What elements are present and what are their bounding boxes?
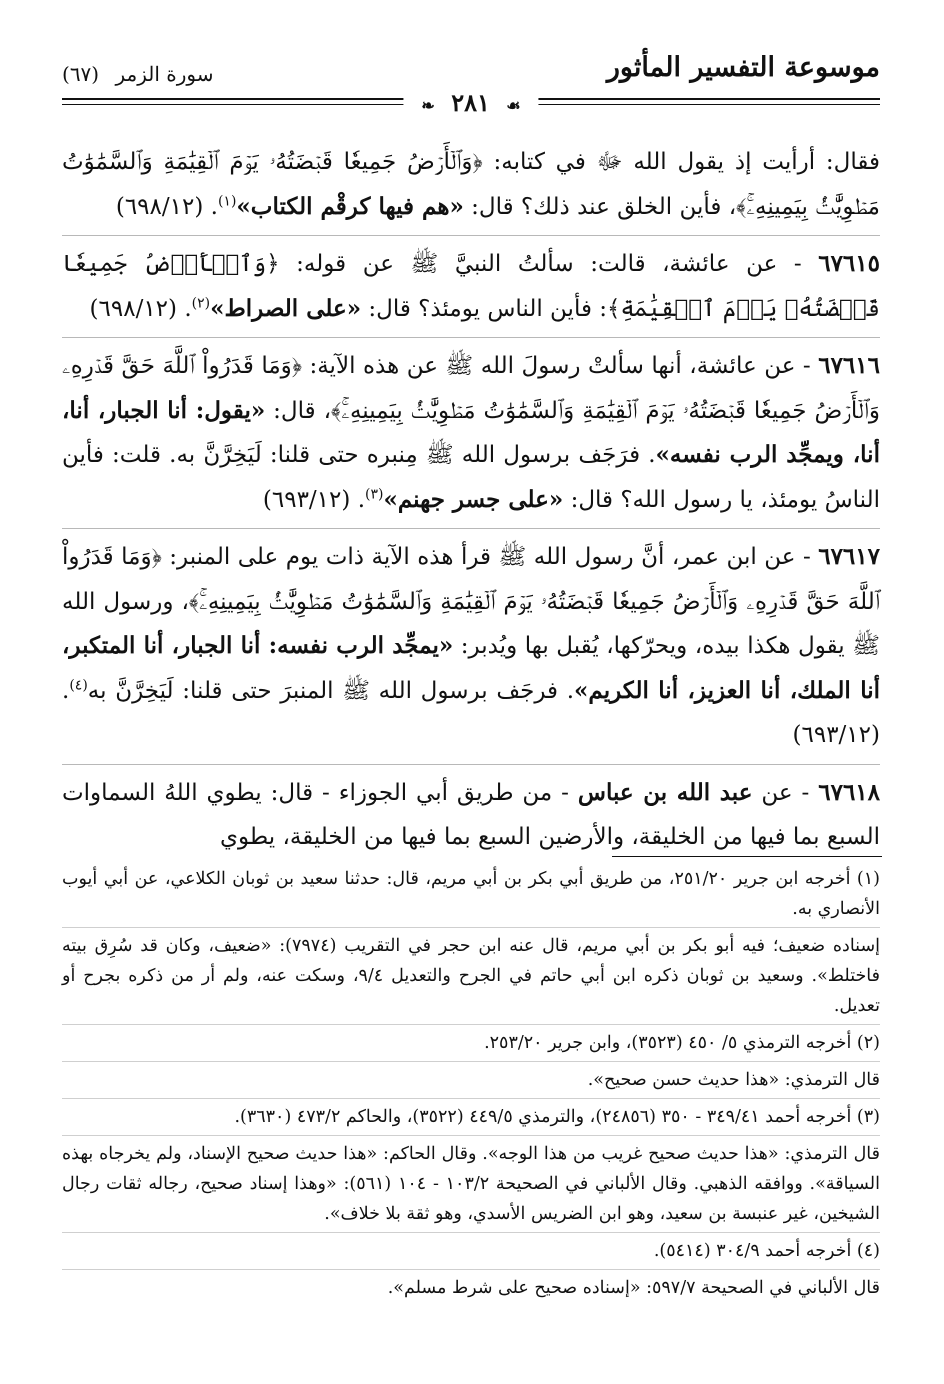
main-text xyxy=(62,140,880,872)
narrator-name: عبد الله بن عباس xyxy=(577,778,753,806)
ornament-left-icon: ❧ xyxy=(421,96,435,115)
footnote-ref: (٣) xyxy=(365,485,384,502)
hadith-number: ٦٧٦١٨ xyxy=(818,778,881,806)
quran-verse: ﴿وَٱلۡأَرۡضُ جَمِيعٗا قَبۡضَتُهُۥ يَوۡمَ ٱلۡقِيَٰمَةِ﴾ xyxy=(62,251,880,322)
hadith-entry xyxy=(62,344,880,529)
footnote: (١) أخرجه ابن جرير ٢٥١/٢٠، من طريق أبي بكر بن أبي مريم، قال: حدثنا سعيد بن ثوبان الكلاعي، عن أبي أيوب الأنصاري به. xyxy=(62,864,880,928)
prophetic-saying: «على الصراط» xyxy=(210,294,362,322)
hadith-number: ٦٧٦١٧ xyxy=(818,543,880,570)
page-header xyxy=(62,52,880,122)
quran-verse: ﴿وَٱلۡأَرۡضُ جَمِيعٗا قَبۡضَتُهُۥ يَوۡمَ ٱلۡقِيَٰمَةِ وَٱلسَّمَٰوَٰتُ مَطۡوِيَّٰتُۢ بِيَمِينِهِۦۚ﴾ xyxy=(62,149,880,220)
surah-name: سورة الزمر xyxy=(115,62,214,86)
footnote-ref: (٤) xyxy=(69,676,88,693)
hadith-number: ٦٧٦١٥ xyxy=(818,250,880,277)
text-span: - عن xyxy=(752,779,819,806)
prophetic-saying: «يقول: أنا الجبار، أنا، أنا، ويمجِّد الرب نفسه» xyxy=(62,396,880,468)
volume-ref: . (٦٩٣/١٢) xyxy=(62,677,880,748)
hadith-entry xyxy=(62,242,880,338)
footnote: قال الترمذي: «هذا حديث حسن صحيح». xyxy=(62,1065,880,1099)
text-span: - عن ابن عمر، أنَّ رسول الله ﷺ قرأ هذه الآية ذات يوم على المنبر: xyxy=(161,544,819,570)
hadith-entry xyxy=(62,535,880,765)
text-span: ، فأين الخلق عند ذلك؟ قال: xyxy=(463,193,737,220)
footnote-separator xyxy=(612,856,882,857)
footnote: (٤) أخرجه أحمد ٣٠٤/٩ (٥٤١٤). xyxy=(62,1236,880,1270)
prophetic-saying: «هم فيها كرقْم الكتاب» xyxy=(236,192,464,220)
hadith-entry xyxy=(62,771,880,866)
footnote: قال الألباني في الصحيحة ٥٩٧/٧: «إسناده صحيح على شرط مسلم». xyxy=(387,1278,880,1298)
page-number-box xyxy=(403,88,538,117)
prophetic-saying: «على جسر جهنم» xyxy=(383,485,564,513)
text-span: فقال: أرأيت إذ يقول الله ﷻ في كتابه: xyxy=(482,149,881,175)
text-span: - عن عائشة، قالت: سألتُ النبيَّ ﷺ عن قوله: xyxy=(279,251,819,277)
ornament-right-icon: ☙ xyxy=(506,96,521,115)
volume-ref: . (٦٩٨/١٢) xyxy=(115,193,218,220)
footnotes xyxy=(62,864,880,1309)
volume-ref: . (٦٩٨/١٢) xyxy=(89,295,192,322)
text-span: ، ورسول الله ﷺ يقول هكذا بيده، ويحرّكها، يُقبل بها ويُدبر: xyxy=(62,588,880,659)
text-span: . فرَجَف برسول الله ﷺ مِنبره حتى قلنا: لَيَخِرَّنَّ به. قلت: فأين الناسُ يومئذ، يا رسول الله؟ قال: xyxy=(62,442,880,513)
book-title: موسوعة التفسير المأثور xyxy=(606,52,880,83)
prophetic-saying: «يمجِّد الرب نفسه: أنا الجبار، أنا المتكبر، أنا الملك، أنا العزيز، أنا الكريم» xyxy=(62,632,881,704)
quran-verse: ﴿وَمَا قَدَرُواْ ٱللَّهَ حَقَّ قَدۡرِهِۦ وَٱلۡأَرۡضُ جَمِيعٗا قَبۡضَتُهُۥ يَوۡمَ ٱلۡقِيَٰمَةِ وَٱلسَّمَٰوَٰتُ مَطۡوِيَّٰتُۢ بِيَمِينِهِۦۚ﴾ xyxy=(62,353,880,424)
surah-page-number: (٦٧) xyxy=(62,62,100,86)
surah-label xyxy=(62,62,214,86)
text-span: - عن عائشة، أنها سألتْ رسولَ الله ﷺ عن هذه الآية: xyxy=(301,353,819,379)
footnote: قال الترمذي: «هذا حديث صحيح غريب من هذا الوجه». وقال الحاكم: «هذا حديث صحيح الإسناد، ولم يخرجاه بهذه السياقة». ووافقه الذهبي. وقال الألباني في الصحيحة ١٠٣/٢ - ١٠٤ (٥٦١): «وهذا إسناد صحيح، رجاله ثقات رجال الشيخين، غير عنبسة بن سعيد، وهو ابن الضريس الأسدي، وهو ثقة بلا خلاف». xyxy=(62,1139,880,1233)
footnote-ref: (٢) xyxy=(191,294,211,311)
footnote-ref: (١) xyxy=(217,192,237,209)
footnote: (٢) أخرجه الترمذي ٥/ ٤٥٠ (٣٥٢٣)، وابن جرير ٢٥٣/٢٠. xyxy=(62,1028,880,1062)
paragraph-continuation xyxy=(62,140,880,236)
footnote: (٣) أخرجه أحمد ٣٤٩/٤١ - ٣٥٠ (٢٤٨٥٦)، والترمذي ٤٤٩/٥ (٣٥٢٢)، والحاكم ٤٧٣/٢ (٣٦٣٠). xyxy=(62,1102,880,1136)
hadith-number: ٦٧٦١٦ xyxy=(818,352,880,379)
page-number: ٢٨١ xyxy=(451,88,490,117)
text-span: ، قال: xyxy=(265,397,332,424)
text-span: : فأين الناس يومئذ؟ قال: xyxy=(361,295,608,322)
quran-verse: ﴿وَمَا قَدَرُواْ ٱللَّهَ حَقَّ قَدۡرِهِۦ وَٱلۡأَرۡضُ جَمِيعٗا قَبۡضَتُهُۥ يَوۡمَ ٱلۡقِيَٰمَةِ وَٱلسَّمَٰوَٰتُ مَطۡوِيَّٰتُۢ بِيَمِينِهِۦۚ﴾ xyxy=(62,544,880,615)
volume-ref: . (٦٩٣/١٢) xyxy=(262,486,366,513)
text-span: . فرجَف برسول الله ﷺ المنبرَ حتى قلنا: لَيَخِرَّنَّ به xyxy=(87,677,575,704)
text-span: - من طريق أبي الجوزاء - قال: يطوي اللهُ السماوات السبع بما فيها من الخليقة، والأرضين السبع بما فيها من الخليقة، يطوي xyxy=(62,779,880,850)
footnote: إسناده ضعيف؛ فيه أبو بكر بن أبي مريم، قال عنه ابن حجر في التقريب (٧٩٧٤): «ضعيف، وكان قد سُرِق بيته فاختلط». وسعيد بن ثوبان ذكره ابن أبي حاتم في الجرح والتعديل ٩/٤، وسكت عنه، ولم أر من ذكره بجرح أو تعديل. xyxy=(62,931,880,1025)
